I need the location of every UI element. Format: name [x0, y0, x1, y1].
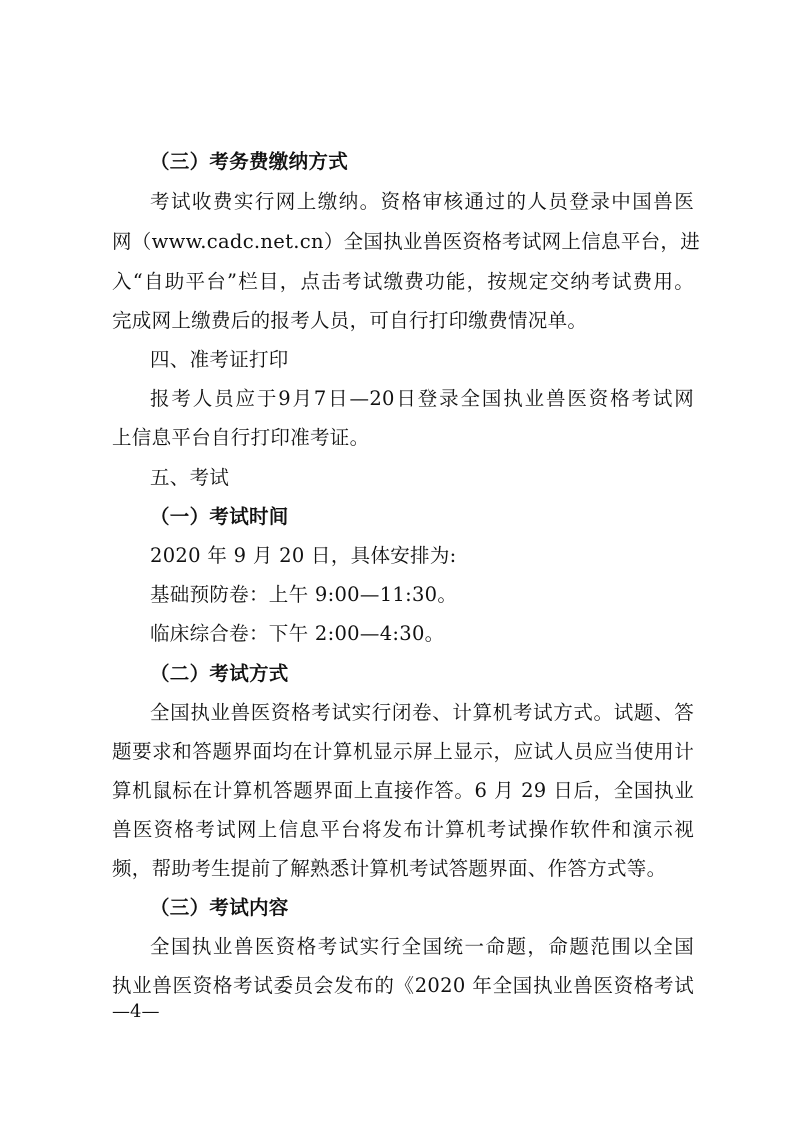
section-heading-admission-ticket: 四、准考证打印	[150, 348, 289, 371]
paragraph-line: 全国执业兽医资格考试实行全国统一命题，命题范围以全国	[150, 935, 694, 958]
paragraph-line: 上信息平台自行打印准考证。	[112, 426, 370, 449]
paragraph-line: 入“自助平台”栏目，点击考试缴费功能，按规定交纳考试费用。	[112, 270, 694, 293]
paragraph-line: 全国执业兽医资格考试实行闭卷、计算机考试方式。试题、答	[150, 701, 694, 724]
section-heading-exam: 五、考试	[150, 466, 230, 489]
section-heading-exam-method: （二）考试方式	[150, 662, 289, 685]
paragraph-line: 临床综合卷：下午 2:00—4:30。	[150, 622, 445, 645]
section-heading-fee-payment: （三）考务费缴纳方式	[150, 150, 349, 173]
section-heading-exam-content: （三）考试内容	[150, 896, 289, 919]
paragraph-line: 频，帮助考生提前了解熟悉计算机考试答题界面、作答方式等。	[112, 857, 667, 880]
paragraph-line: 完成网上缴费后的报考人员，可自行打印缴费情况单。	[112, 309, 588, 332]
paragraph-line: 报考人员应于9月7日—20日登录全国执业兽医资格考试网	[150, 387, 694, 410]
paragraph-line: 兽医资格考试网上信息平台将发布计算机考试操作软件和演示视	[112, 818, 694, 841]
paragraph-line: 考试收费实行网上缴纳。资格审核通过的人员登录中国兽医	[150, 190, 694, 213]
paragraph-line: 算机鼠标在计算机答题界面上直接作答。6 月 29 日后，全国执业	[112, 779, 694, 802]
paragraph-line: 基础预防卷：上午 9:00—11:30。	[150, 583, 458, 606]
paragraph-line: 2020 年 9 月 20 日，具体安排为:	[150, 544, 457, 567]
paragraph-line: 执业兽医资格考试委员会发布的《2020 年全国执业兽医资格考试	[112, 974, 694, 997]
paragraph-line: 网（www.cadc.net.cn）全国执业兽医资格考试网上信息平台，进	[112, 230, 701, 253]
section-heading-exam-time: （一）考试时间	[150, 505, 289, 528]
page-number: —4—	[112, 1001, 160, 1022]
paragraph-line: 题要求和答题界面均在计算机显示屏上显示，应试人员应当使用计	[112, 740, 694, 763]
